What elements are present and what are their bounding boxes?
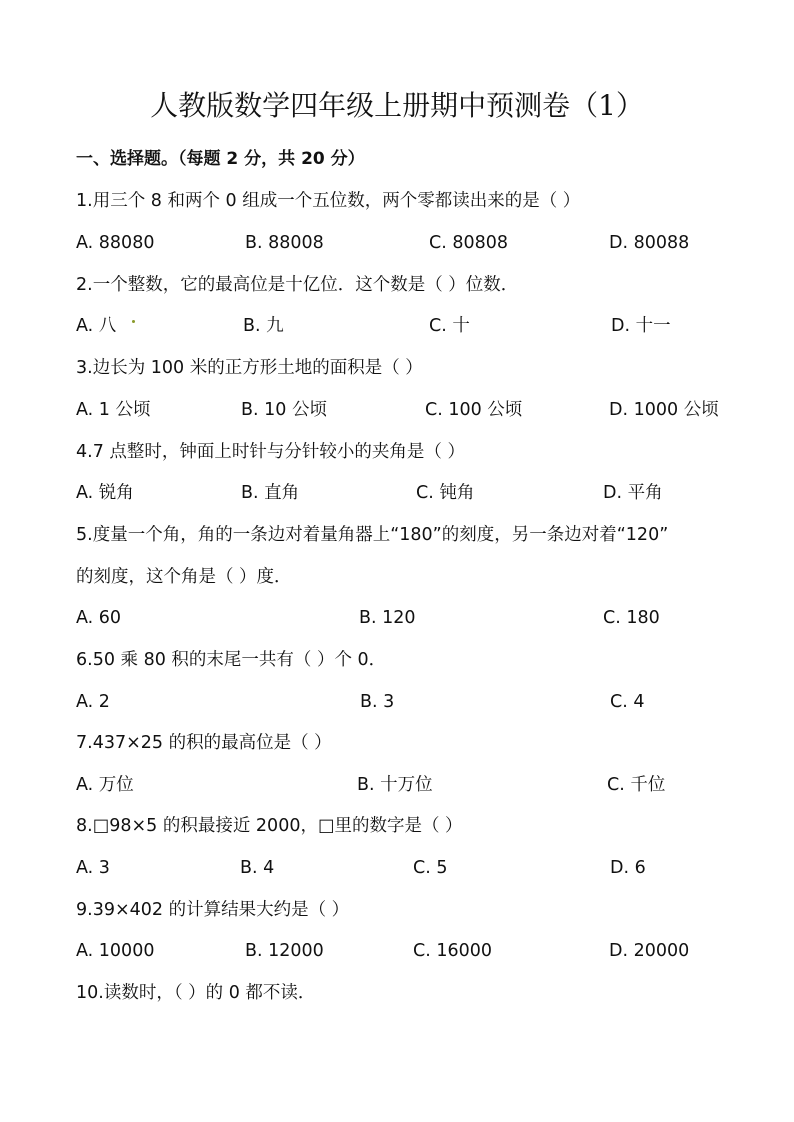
question-3-option-c: C. 100 公顷 (425, 400, 523, 420)
question-9-option-b: B. 12000 (245, 941, 324, 961)
question-4-text: 4.7 点整时，钟面上时针与分针较小的夹角是（ ） (76, 442, 465, 462)
question-9-option-c: C. 16000 (413, 941, 493, 961)
question-5-option-b: B. 120 (359, 608, 416, 628)
question-2-option-b: B. 九 (243, 316, 284, 336)
question-2-option-a: A. 八 (76, 316, 117, 336)
exam-title: 人教版数学四年级上册期中预测卷（1） (150, 89, 644, 122)
question-8-option-a: A. 3 (76, 858, 110, 878)
question-1-option-c: C. 80808 (429, 233, 509, 253)
question-2-text: 2.一个整数，它的最高位是十亿位．这个数是（ ）位数． (76, 275, 519, 295)
question-4-option-b: B. 直角 (241, 483, 300, 503)
question-1-option-d: D. 80088 (609, 233, 690, 253)
question-7-option-a: A. 万位 (76, 775, 134, 795)
question-7-option-c: C. 千位 (607, 775, 666, 795)
question-6-option-a: A. 2 (76, 692, 110, 712)
question-8-option-b: B. 4 (240, 858, 275, 878)
question-6-option-b: B. 3 (360, 692, 395, 712)
question-3-option-a: A. 1 公顷 (76, 400, 151, 420)
question-6-option-c: C. 4 (610, 692, 645, 712)
question-1-text: 1.用三个 8 和两个 0 组成一个五位数，两个零都读出来的是（ ） (76, 191, 581, 211)
question-4-option-a: A. 锐角 (76, 483, 134, 503)
question-5-option-c: C. 180 (603, 608, 660, 628)
question-3-option-d: D. 1000 公顷 (609, 400, 719, 420)
question-6-text: 6.50 乘 80 积的末尾一共有（ ）个 0． (76, 650, 387, 670)
stray-mark-dot (132, 320, 135, 323)
question-8-text: 8.□98×5 的积最接近 2000，□里的数字是（ ） (76, 816, 463, 836)
question-9-option-a: A. 10000 (76, 941, 155, 961)
question-7-option-b: B. 十万位 (357, 775, 433, 795)
question-2-option-c: C. 十 (429, 316, 470, 336)
question-8-option-d: D. 6 (610, 858, 646, 878)
question-9-text: 9.39×402 的计算结果大约是（ ） (76, 900, 350, 920)
question-8-option-c: C. 5 (413, 858, 448, 878)
section-heading-multiple-choice: 一、选择题。（每题 2 分，共 20 分） (76, 149, 365, 169)
question-2-option-d: D. 十一 (611, 316, 671, 336)
question-5-option-a: A. 60 (76, 608, 122, 628)
question-3-text: 3.边长为 100 米的正方形土地的面积是（ ） (76, 358, 423, 378)
question-4-option-c: C. 钝角 (416, 483, 475, 503)
question-10-text: 10.读数时，（ ）的 0 都不读． (76, 983, 316, 1003)
question-4-option-d: D. 平角 (603, 483, 663, 503)
question-1-option-a: A. 88080 (76, 233, 155, 253)
question-1-option-b: B. 88008 (245, 233, 324, 253)
question-3-option-b: B. 10 公顷 (241, 400, 327, 420)
question-7-text: 7.437×25 的积的最高位是（ ） (76, 733, 332, 753)
question-9-option-d: D. 20000 (609, 941, 690, 961)
question-5-text-line-2: 的刻度，这个角是（ ）度． (76, 567, 292, 587)
question-5-text-line-1: 5.度量一个角，角的一条边对着量角器上“180”的刻度，另一条边对着“120” (76, 525, 669, 545)
